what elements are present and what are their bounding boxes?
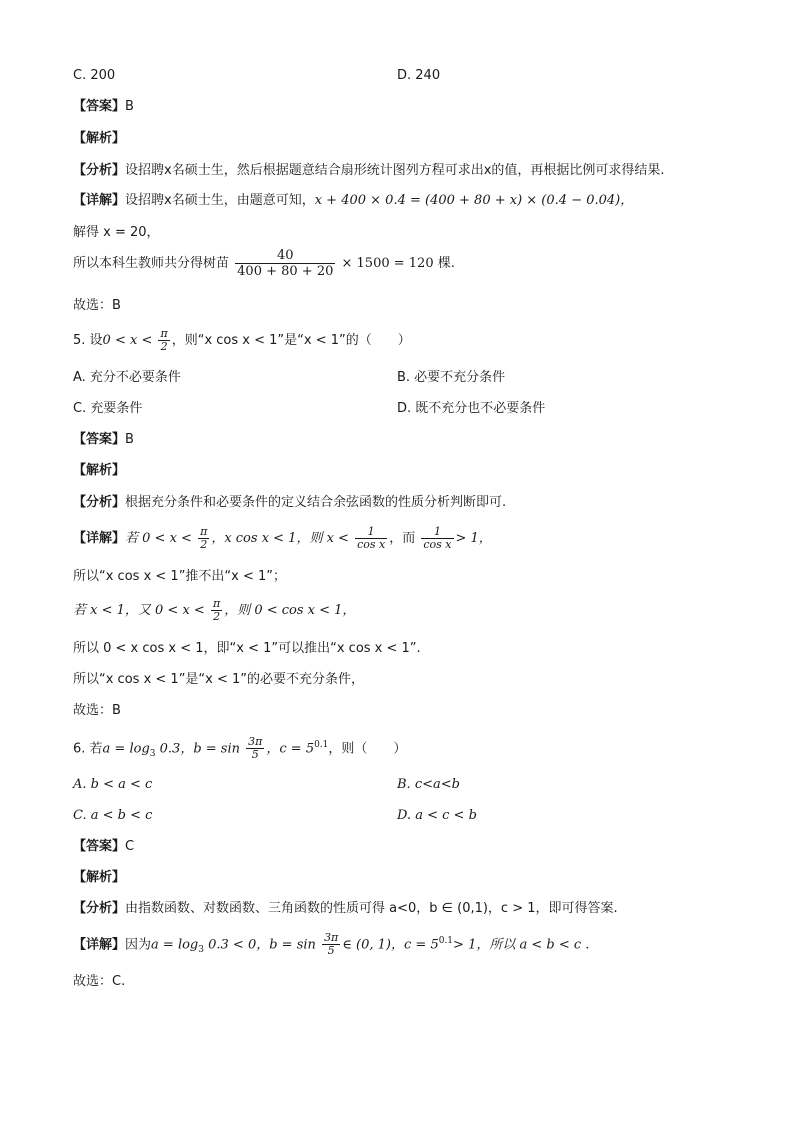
q5-jiexi-heading: 【解析】 xyxy=(73,463,126,478)
q5-line-4: 所以 0 < x cos x < 1，即“x < 1”可以推出“x cos x < 1”. xyxy=(73,641,421,656)
q5-analysis: 【分析】根据充分条件和必要条件的定义结合余弦函数的性质分析判断即可. xyxy=(73,495,507,510)
q5-choice: 故选：B xyxy=(73,703,121,718)
q6-choice: 故选：C. xyxy=(73,974,126,989)
q4-answer: 【答案】B xyxy=(73,99,134,114)
q5-detail-fraction-cos: $\frac{1}{\text{cos x}}$ xyxy=(357,525,386,551)
q4-option-c: C. 200 xyxy=(73,68,116,83)
q4-result: 所以本科生教师共分得树苗 $\frac{40}{400 + 80 + 20}$ × 1500 = 120 棵. xyxy=(73,248,455,279)
q5-line3-fraction: $\frac{\pi}{2}$ xyxy=(212,597,221,623)
q5-stem: 5. 设0 < x < $\frac{\pi}{2}$ ，则“x cos x < 1”是“x < 1”的（ ） xyxy=(73,327,411,353)
q6-stem-fraction: $\frac{3\pi}{5}$ xyxy=(248,735,263,762)
q5-option-b: B. 必要不充分条件 xyxy=(397,370,506,385)
q5-stem-fraction: $\frac{\pi}{2}$ xyxy=(160,327,168,353)
q6-answer: 【答案】C xyxy=(73,839,135,854)
q6-option-d: D. a < c < b xyxy=(397,808,477,823)
q5-detail: 【详解】若 0 < x < $\frac{\pi}{2}$ ，x cos x < 1，则 x < $\frac{1}{\text{cos x}}$ ，而 $\frac{1}{\text{cos x}}$ > 1， xyxy=(73,525,492,551)
q6-option-c: C. a < b < c xyxy=(73,808,153,823)
q4-detail: 【详解】设招聘x名硕士生，由题意可知，x + 400 × 0.4 = (400 + 80 + x) × (0.4 − 0.04)， xyxy=(73,193,634,208)
q5-option-d: D. 既不充分也不必要条件 xyxy=(397,401,546,416)
q6-stem: 6. 若$a = \log_3 0.3$，b = sin $\frac{3\pi}{5}$ ，$c = 5^{0.1}$，则（ ） xyxy=(73,735,407,762)
q5-line-5: 所以“x cos x < 1”是“x < 1”的必要不充分条件， xyxy=(73,672,365,687)
q4-option-d: D. 240 xyxy=(397,68,441,83)
q4-jiexi-heading: 【解析】 xyxy=(73,131,126,146)
q4-result-fraction: $\frac{40}{400 + 80 + 20}$ xyxy=(237,248,334,279)
q5-option-a: A. 充分不必要条件 xyxy=(73,370,181,385)
q6-jiexi-heading: 【解析】 xyxy=(73,870,126,885)
q4-analysis: 【分析】设招聘x名硕士生，然后根据题意结合扇形统计图列方程可求出x的值，再根据比例可求得结果. xyxy=(73,163,665,178)
q5-answer: 【答案】B xyxy=(73,432,134,447)
q6-detail-fraction: $\frac{3\pi}{5}$ xyxy=(324,931,339,958)
q6-detail: 【详解】因为$a = \log_3 0.3 < 0$，b = sin $\frac{3\pi}{5}$ ∈ (0, 1)，$c = 5^{0.1}> 1$，所以 a < b < c . xyxy=(73,931,590,958)
q5-detail-fraction-cos-2: $\frac{1}{\text{cos x}}$ xyxy=(423,525,452,551)
q5-line-3: 若 x < 1，又 0 < x < $\frac{\pi}{2}$ ，则 0 < cos x < 1， xyxy=(73,597,356,623)
q5-line-2: 所以“x cos x < 1”推不出“x < 1”； xyxy=(73,569,287,584)
q6-option-a: A. b < a < c xyxy=(73,777,153,792)
q4-choice: 故选：B xyxy=(73,298,121,313)
q6-analysis: 【分析】由指数函数、对数函数、三角函数的性质可得 a<0，b ∈ (0,1)，c > 1，即可得答案. xyxy=(73,901,618,916)
q6-option-b: B. c<a<b xyxy=(397,777,460,792)
q4-solve: 解得 x = 20， xyxy=(73,225,160,240)
q5-detail-fraction-pi: $\frac{\pi}{2}$ xyxy=(200,525,208,551)
q5-option-c: C. 充要条件 xyxy=(73,401,143,416)
